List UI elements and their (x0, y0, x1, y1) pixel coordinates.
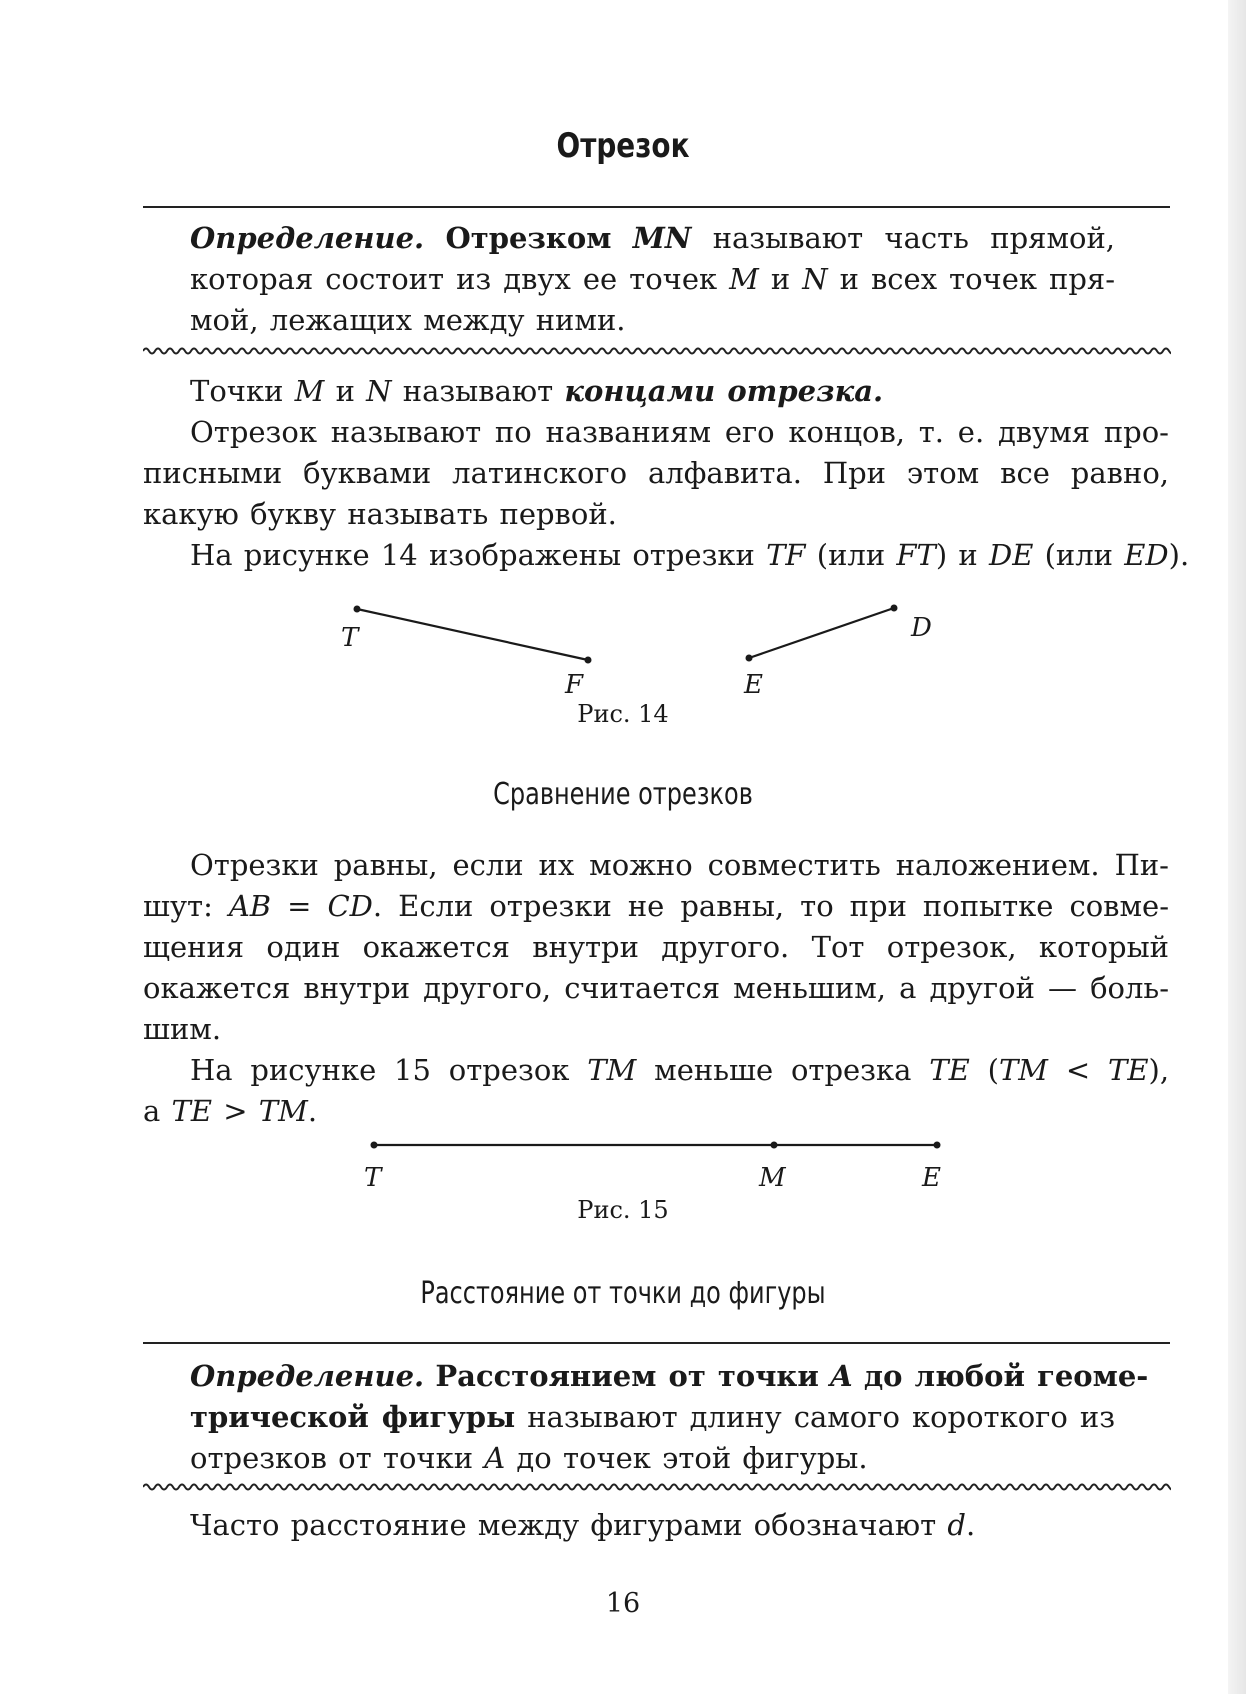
distance-note (143, 1505, 1169, 1546)
figure-15 (0, 1135, 1246, 1195)
ends-paragraph (143, 371, 1169, 412)
definition-bottom-wavy-rule (143, 344, 1171, 358)
label-d: D (911, 613, 932, 643)
definition-top-rule (143, 206, 1170, 208)
section-comparison-title: Сравнение отрезков (493, 777, 753, 812)
compare-line-2: шут: AB = CD. Если отрезки не равны, то при попытке совме- (143, 889, 1169, 923)
page-number: 16 (605, 1588, 641, 1619)
ends-line: Точки M и N называют концами отрезка. (190, 374, 884, 408)
definition-2-top-rule (143, 1342, 1170, 1344)
page-title: Отрезок (556, 126, 690, 166)
label-t: T (341, 623, 359, 653)
fig14-paragraph (143, 535, 1190, 576)
definition-2-line-1: Определение. Расстоянием от точки A до любой геоме- (190, 1359, 1149, 1393)
compare-line-4: окажется внутри другого, считается меньшим, а другой — боль- (143, 971, 1169, 1005)
distance-note-line: Часто расстояние между фигурами обозначают d. (190, 1508, 976, 1542)
segment-tf (357, 609, 588, 660)
label-t: T (364, 1163, 382, 1193)
naming-line-2: писными буквами латинского алфавита. При этом все равно, (143, 456, 1169, 490)
definition-1 (190, 218, 1115, 341)
definition-2 (190, 1356, 1149, 1479)
definition-1-line-3: мой, лежащих между ними. (190, 303, 626, 337)
point-m (771, 1142, 778, 1149)
point-t (371, 1142, 378, 1149)
label-m: M (759, 1163, 786, 1193)
definition-2-line-3: отрезков от точки A до точек этой фигуры. (190, 1441, 868, 1475)
figure-14-caption: Рис. 14 (577, 700, 669, 728)
naming-line-3: какую букву называть первой. (143, 497, 617, 531)
label-e: E (922, 1163, 941, 1193)
compare-line-5: шим. (143, 1012, 222, 1046)
point-e (934, 1142, 941, 1149)
label-f: F (565, 670, 584, 700)
page-edge (1228, 0, 1246, 1694)
fig14-line: На рисунке 14 изображены отрезки TF (или FT) и DE (или ED). (190, 538, 1190, 572)
point-d (891, 605, 898, 612)
definition-1-line-1: Определение. Отрезком MN называют часть прямой, (190, 221, 1116, 255)
naming-line-1: Отрезок называют по названиям его концов, т. е. двумя про- (190, 415, 1169, 449)
section-distance-title: Расстояние от точки до фигуры (420, 1276, 826, 1311)
definition-1-line-2: которая состоит из двух ее точек M и N и всех точек пря- (190, 262, 1116, 296)
compare-line-3: щения один окажется внутри другого. Тот отрезок, который (143, 930, 1169, 964)
figure-15-caption: Рис. 15 (577, 1196, 669, 1224)
definition-2-bottom-wavy-rule (143, 1480, 1171, 1494)
compare-line-1: Отрезки равны, если их можно совместить наложением. Пи- (190, 848, 1169, 882)
naming-paragraph (143, 412, 1169, 535)
figure-14 (0, 590, 1246, 700)
label-e: E (744, 670, 763, 700)
compare-paragraph (143, 845, 1169, 1050)
point-e (746, 655, 753, 662)
point-f (585, 657, 592, 664)
point-t (354, 606, 361, 613)
fig15-line-2: а TE > TM. (143, 1094, 318, 1128)
segment-ed (749, 608, 894, 658)
fig15-line-1: На рисунке 15 отрезок TM меньше отрезка TE (TM < TE), (190, 1053, 1170, 1087)
fig15-paragraph (143, 1050, 1169, 1132)
definition-2-line-2: трической фигуры называют длину самого короткого из (190, 1400, 1116, 1434)
